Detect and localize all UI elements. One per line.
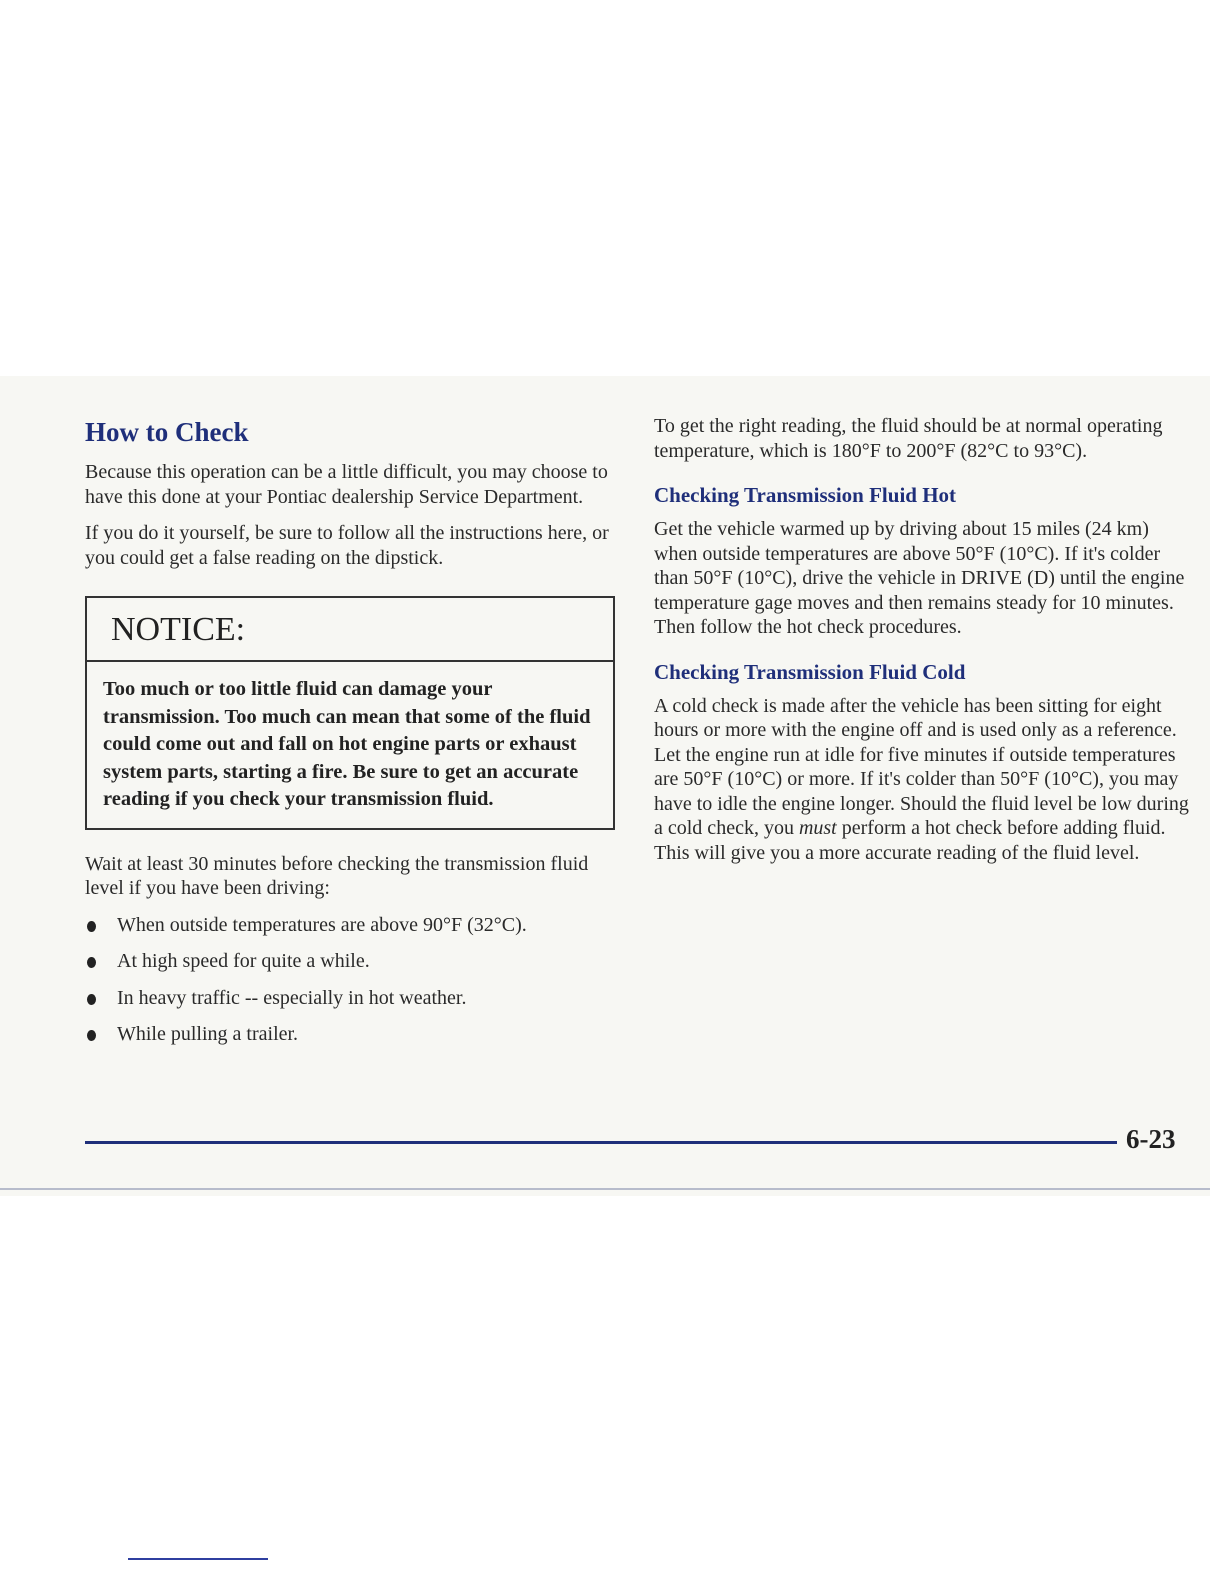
list-item-text: When outside temperatures are above 90°F (32°C).: [117, 913, 527, 936]
footer-rule: [85, 1141, 1117, 1144]
how-to-check-heading: How to Check: [85, 417, 249, 447]
bullet-icon: [87, 957, 96, 968]
notice-body: Too much or too little fluid can damage your transmission. Too much can mean that some of the fluid could come out and fall on hot engine parts or exhaust system parts, starting a fire. Be sure to get an accurate reading if you check your transmission fluid.: [103, 678, 591, 810]
notice-title: NOTICE:: [87, 598, 613, 662]
list-item: [85, 913, 615, 938]
cold-text-end: perform a hot check before adding fluid. This will give you a more accurate reading of the fluid level.: [654, 817, 1166, 864]
hot-check-paragraph: Get the vehicle warmed up by driving about 15 miles (24 km) when outside temperatures are above 50°F (10°C). If it's colder than 50°F (10°C), drive the vehicle in DRIVE (D) until the engine temperature gage moves and then remains steady for 10 minutes. Then follow the hot check procedures.: [654, 518, 1185, 638]
hot-check-heading: Checking Transmission Fluid Hot: [654, 483, 957, 507]
right-column: [654, 414, 1194, 877]
band-bottom-rule: [0, 1188, 1210, 1190]
cold-check-paragraph: [654, 694, 1194, 866]
intro-paragraph: Because this operation can be a little difficult, you may choose to have this done at your Pontiac dealership Service Department.: [85, 461, 608, 508]
bullet-icon: [87, 994, 96, 1005]
conditions-list: [85, 913, 615, 1047]
page-number: 6-23: [1126, 1124, 1176, 1154]
instructions-paragraph: If you do it yourself, be sure to follow all the instructions here, or you could get a false reading on the dipstick.: [85, 522, 609, 569]
bullet-icon: [87, 1030, 96, 1041]
list-item-text: In heavy traffic -- especially in hot weather.: [117, 986, 467, 1009]
wait-paragraph: Wait at least 30 minutes before checking the transmission fluid level if you have been driving:: [85, 852, 589, 899]
list-item-text: At high speed for quite a while.: [117, 950, 370, 972]
list-item-text: While pulling a trailer.: [117, 1023, 299, 1045]
list-item: [85, 949, 615, 974]
bullet-icon: [87, 921, 96, 932]
cold-text-start: A cold check is made after the vehicle has been sitting for eight hours or more with the engine off and is used only as a reference. Let the engine run at idle for five minutes if outside temperatures are 50°F (10°C) or more. If it's colder than 50°F (10°C), you may have to idle the engine longer. Should the fluid level be low during a cold check, you: [654, 694, 1189, 839]
list-item: [85, 1022, 615, 1047]
cold-text-emphasis: must: [798, 817, 837, 839]
left-column: [85, 414, 615, 1059]
reading-paragraph: To get the right reading, the fluid should be at normal operating temperature, which is 180°F to 200°F (82°C to 93°C).: [654, 415, 1163, 462]
cold-check-heading: Checking Transmission Fluid Cold: [654, 659, 966, 684]
notice-box: [85, 596, 615, 830]
list-item: [85, 986, 615, 1011]
footer-link-line: [128, 1558, 268, 1560]
